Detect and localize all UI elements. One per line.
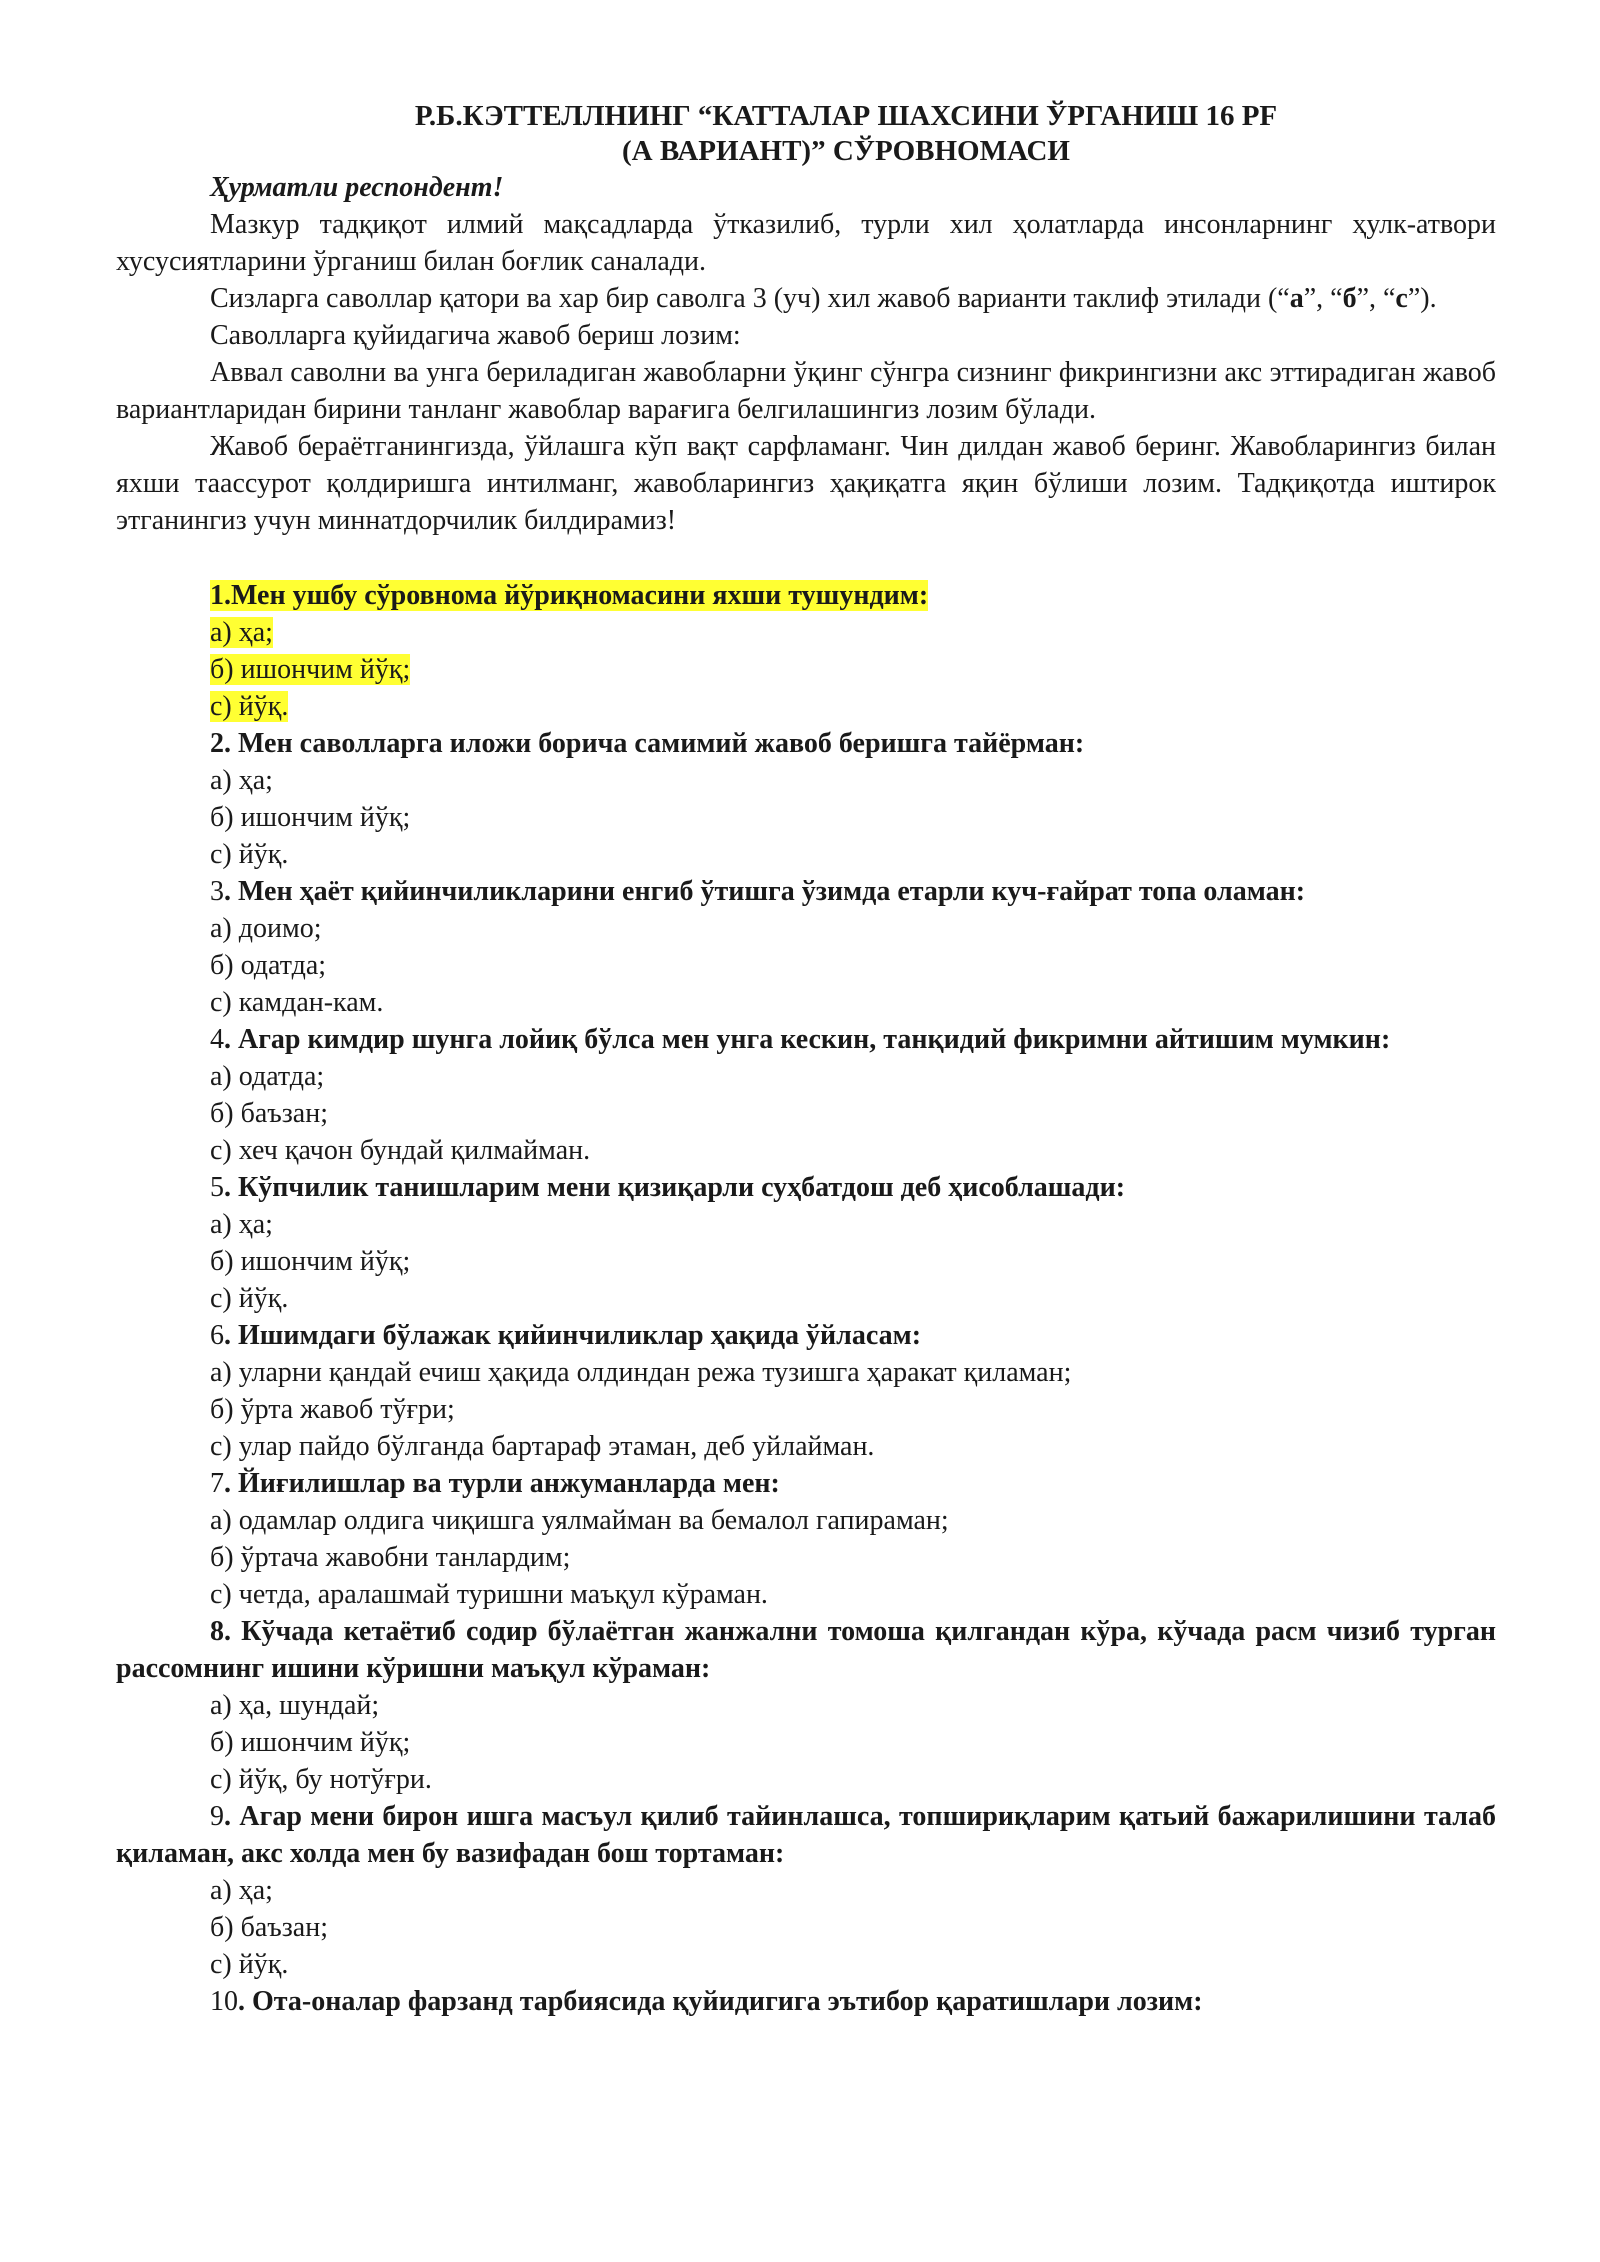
answer-option[interactable] (116, 1946, 1496, 1983)
answer-option-label: а) одамлар олдига чиқишга уялмайман ва бемалол гапираман; (210, 1505, 949, 1536)
answer-option-label: б) баъзан; (210, 1912, 328, 1943)
question-2 (116, 725, 1496, 762)
answer-option-label: с) йўқ. (210, 1283, 289, 1314)
answer-option[interactable] (116, 688, 1496, 725)
question-number: 2. (210, 728, 231, 759)
answer-option[interactable] (116, 1095, 1496, 1132)
answer-option-label: б) одатда; (210, 950, 327, 981)
answer-option-label: с) йўқ, бу нотўғри. (210, 1764, 432, 1795)
question-text: . Агар кимдир шунга лойиқ бўлса мен унга кескин, танқидий фикримни айтишим мумкин: (224, 1024, 1391, 1055)
intro-p2-option-a: а (1289, 283, 1304, 314)
intro-paragraph-4: Аввал саволни ва унга бериладиган жавобларни ўқинг сўнгра сизнинг фикрингизни акс эттирадиган жавоб вариантларидан бирини танланг жавоблар варағига белгилашингиз лозим бўлади. (116, 357, 1496, 425)
question-number: 7 (210, 1468, 224, 1499)
answer-option[interactable] (116, 1280, 1496, 1317)
document-content (116, 99, 1496, 2020)
answer-option[interactable] (116, 1354, 1496, 1391)
answer-option[interactable] (116, 1391, 1496, 1428)
answer-option-label: с) йўқ. (210, 839, 289, 870)
answer-option-label: с) четда, аралашмай туришни маъқул кўраман. (210, 1579, 768, 1610)
intro-paragraph-5: Жавоб бераётганингизда, ўйлашга кўп вақт сарфламанг. Чин дилдан жавоб беринг. Жавобларингиз билан яхши таассурот қолдиришга интилманг, жавобларингиз ҳақиқатга яқин бўлиши лозим. Тадқиқотда иштирок этганингиз учун миннатдорчилик билдирамиз! (116, 431, 1496, 536)
answer-option-label: а) доимо; (210, 913, 322, 944)
title-line-1: Р.Б.КЭТТЕЛЛНИНГ “КАТТАЛАР ШАХСИНИ ЎРГАНИШ 16 PF (414, 100, 1278, 132)
answer-option[interactable] (116, 1206, 1496, 1243)
answer-option[interactable] (116, 910, 1496, 947)
question-text: . Мен ҳаёт қийинчиликларини енгиб ўтишга ўзимда етарли куч-ғайрат топа оламан: (224, 876, 1306, 907)
section-gap (116, 539, 1496, 577)
answer-option-label: б) ишончим йўқ; (210, 1246, 411, 1277)
question-number: 3 (210, 876, 224, 907)
answer-option[interactable] (116, 1761, 1496, 1798)
intro-p2-start: Сизларга саволлар қатори ва хар бир саволга 3 (уч) хил жавоб варианти таклиф этилади (“ (210, 283, 1290, 314)
question-10 (116, 1983, 1496, 2020)
question-number: 5 (210, 1172, 224, 1203)
question-number: 4 (210, 1024, 224, 1055)
answer-option[interactable] (116, 1132, 1496, 1169)
answer-option[interactable] (116, 651, 1496, 688)
answer-option-label: а) ҳа, шундай; (210, 1690, 380, 1721)
question-text: . Йиғилишлар ва турли анжуманларда мен: (224, 1468, 780, 1499)
intro-p2-sep2: ”, “ (1356, 283, 1396, 314)
intro-p2-end: ”). (1407, 283, 1437, 314)
answer-option[interactable] (116, 1724, 1496, 1761)
question-7 (116, 1465, 1496, 1502)
answer-option-label: а) одатда; (210, 1061, 325, 1092)
answer-option[interactable] (116, 762, 1496, 799)
answer-option[interactable] (116, 1058, 1496, 1095)
answer-option-label: с) камдан-кам. (210, 987, 384, 1018)
answer-option[interactable] (116, 1909, 1496, 1946)
answer-option[interactable] (116, 1687, 1496, 1724)
answer-option-label: б) баъзан; (210, 1098, 328, 1129)
answer-option-label: а) ҳа; (210, 617, 273, 648)
answer-option-label: а) уларни қандай ечиш ҳақида олдиндан режа тузишга ҳаракат қиламан; (210, 1357, 1072, 1388)
question-1 (116, 577, 1496, 614)
answer-option-label: а) ҳа; (210, 1209, 273, 1240)
answer-option-label: с) улар пайдо бўлганда бартараф этаман, деб уйлайман. (210, 1431, 875, 1462)
question-text: . Кўпчилик танишларим мени қизиқарли суҳбатдош деб ҳисоблашади: (224, 1172, 1126, 1203)
intro-paragraph-1: Мазкур тадқиқот илмий мақсадларда ўтказилиб, турли хил ҳолатларда инсонларнинг ҳулк-атвори хусусиятларини ўрганиш билан боғлик саналади. (116, 209, 1496, 277)
answer-option[interactable] (116, 1872, 1496, 1909)
question-text: Мен ушбу сўровнома йўриқномасини яхши тушундим: (231, 580, 929, 611)
question-number: 6 (210, 1320, 224, 1351)
intro-paragraph-2 (116, 280, 1496, 317)
intro-p2-option-c: с (1395, 283, 1408, 314)
answer-option-label: б) ўртача жавобни танлардим; (210, 1542, 571, 1573)
answer-option[interactable] (116, 614, 1496, 651)
intro-paragraph-3: Саволларга қуйидагича жавоб бериш лозим: (210, 320, 741, 351)
question-3 (116, 873, 1496, 910)
answer-option[interactable] (116, 947, 1496, 984)
answer-option-label: а) ҳа; (210, 1875, 273, 1906)
question-text: . Ишимдаги бўлажак қийинчиликлар ҳақида ўйласам: (224, 1320, 922, 1351)
answer-option[interactable] (116, 1243, 1496, 1280)
answer-option-label: с) йўқ. (210, 1949, 289, 1980)
question-text: Мен саволларга иложи борича самимий жавоб беришга тайёрман: (231, 728, 1085, 759)
question-6 (116, 1317, 1496, 1354)
intro-p2-option-b: б (1342, 283, 1357, 314)
question-number: 1. (210, 580, 231, 611)
answer-option[interactable] (116, 836, 1496, 873)
answer-option-label: б) ишончим йўқ; (210, 654, 411, 685)
answer-option[interactable] (116, 1539, 1496, 1576)
question-8 (116, 1613, 1496, 1687)
answer-option-label: а) ҳа; (210, 765, 273, 796)
answer-option-label: б) ўрта жавоб тўғри; (210, 1394, 455, 1425)
answer-option-label: с) йўқ. (210, 691, 289, 722)
question-4 (116, 1021, 1496, 1058)
answer-option[interactable] (116, 1428, 1496, 1465)
answer-option-label: б) ишончим йўқ; (210, 802, 411, 833)
question-text: . Ота-оналар фарзанд тарбиясида қуйидигига эътибор қаратишлари лозим: (238, 1986, 1203, 2017)
answer-option[interactable] (116, 984, 1496, 1021)
answer-option-label: с) хеч қачон бундай қилмайман. (210, 1135, 591, 1166)
greeting: Ҳурматли респондент! (210, 172, 504, 203)
answer-option[interactable] (116, 1576, 1496, 1613)
title-line-2: (А ВАРИАНТ)” СЎРОВНОМАСИ (622, 135, 1070, 167)
question-number: 9 (210, 1801, 224, 1832)
questions-list (116, 577, 1496, 2020)
answer-option[interactable] (116, 799, 1496, 836)
intro-p2-sep1: ”, “ (1303, 283, 1343, 314)
answer-option-label: б) ишончим йўқ; (210, 1727, 411, 1758)
question-number: 10 (210, 1986, 238, 2017)
answer-option[interactable] (116, 1502, 1496, 1539)
question-5 (116, 1169, 1496, 1206)
question-text: Кўчада кетаётиб содир бўлаётган жанжални томоша қилгандан кўра, кўчада расм чизиб турган рассомнинг ишини кўришни маъқул кўраман: (116, 1616, 1496, 1684)
question-number: 8. (210, 1616, 231, 1647)
question-text: . Агар мени бирон ишга масъул қилиб тайинлашса, топшириқларим қатьий бажарилишини талаб қиламан, акс холда мен бу вазифадан бош тортаман: (116, 1801, 1496, 1869)
question-9 (116, 1798, 1496, 1872)
